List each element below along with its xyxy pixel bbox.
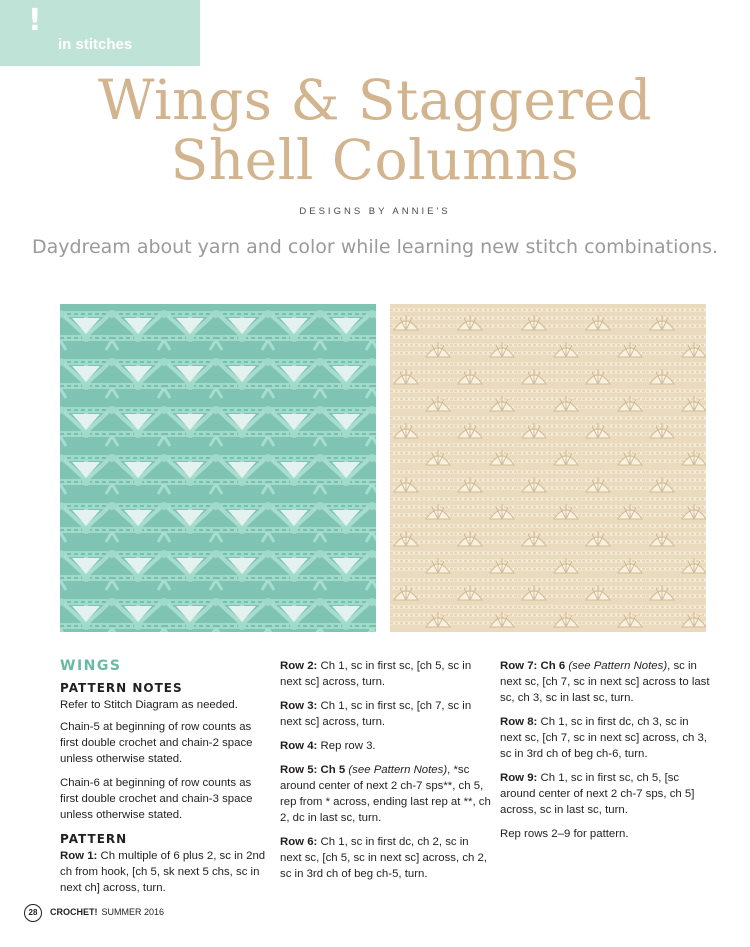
row-label: Row 5:	[280, 764, 318, 776]
shell-swatch-image	[390, 304, 706, 632]
magazine-name: CROCHET!	[50, 907, 98, 917]
row-9-instruction	[500, 770, 712, 818]
text-column-2	[280, 658, 492, 890]
row-text: Ch 1, sc in first sc, [ch 5, sc in next sc] across, turn.	[280, 660, 472, 688]
pattern-notes-heading: PATTERN NOTES	[60, 681, 183, 695]
row-label: Row 4:	[280, 740, 318, 752]
title-line-2: Shell Columns	[170, 128, 580, 192]
pattern-note: Refer to Stitch Diagram as needed.	[60, 699, 238, 711]
row-text: Ch 1, sc in first sc, ch 5, [sc around center of next 2 ch-7 sps, ch 5] across, sc in last sc, turn.	[500, 772, 695, 816]
section-label: in stitches	[58, 36, 133, 53]
row-text: Ch 1, sc in first dc, ch 3, sc in next sc, [ch 7, sc in next sc] across, ch 3, sc in 3rd ch of beg ch-6, turn.	[500, 716, 708, 760]
page-number: 28	[24, 904, 42, 922]
row-label: Row 2:	[280, 660, 318, 672]
row-text: , *sc around center of next 2 ch-7 sps**, ch 5, rep from * across, ending last rep at **, ch 2, dc in last sc, turn.	[280, 764, 491, 824]
row-bold: Ch 5	[317, 764, 346, 776]
row-1-instruction	[60, 848, 272, 896]
byline: DESIGNS BY ANNIE'S	[299, 206, 451, 217]
section-tab	[0, 0, 200, 66]
row-8-instruction	[500, 714, 712, 762]
row-bold: Ch 6	[537, 660, 566, 672]
exclamation-icon: !	[28, 3, 42, 38]
row-6-instruction	[280, 834, 492, 882]
row-label: Row 6:	[280, 836, 318, 848]
row-label: Row 7:	[500, 660, 538, 672]
pattern-note: Chain-5 at beginning of row counts as first double crochet and chain-2 space unless otherwise stated.	[60, 721, 253, 765]
row-2-instruction	[280, 658, 492, 690]
publication-line	[50, 907, 164, 917]
row-note: (see Pattern Notes)	[345, 764, 448, 776]
row-5-instruction	[280, 762, 492, 826]
row-7-instruction	[500, 658, 712, 706]
wings-swatch-photo	[60, 304, 376, 632]
issue-label: SUMMER 2016	[101, 907, 165, 917]
row-label: Row 3:	[280, 700, 318, 712]
row-label: Row 9:	[500, 772, 538, 784]
staggered-shell-swatch-photo	[390, 304, 706, 632]
row-text: Ch multiple of 6 plus 2, sc in 2nd ch from hook, [ch 5, sk next 5 chs, sc in next ch] across, turn.	[60, 850, 266, 894]
row-3-instruction	[280, 698, 492, 730]
row-text: Ch 1, sc in first dc, ch 2, sc in next sc, [ch 5, sc in next sc] across, ch 2, sc in 3rd ch of beg ch-5, turn.	[280, 836, 488, 880]
subtitle: Daydream about yarn and color while learning new stitch combinations.	[31, 236, 719, 258]
row-text: , sc in next sc, [ch 7, sc in next sc] across to last sc, ch 3, sc in last sc, turn.	[500, 660, 710, 704]
row-text: Ch 1, sc in first sc, [ch 7, sc in next sc] across, turn.	[280, 700, 472, 728]
wings-heading: WINGS	[60, 658, 122, 674]
row-note: (see Pattern Notes)	[565, 660, 668, 672]
text-column-3	[500, 658, 712, 850]
title-line-1: Wings & Staggered	[97, 68, 652, 132]
repeat-instruction: Rep rows 2–9 for pattern.	[500, 828, 629, 840]
row-4-instruction	[280, 738, 492, 754]
text-column-1	[60, 658, 272, 904]
row-label: Row 8:	[500, 716, 538, 728]
wings-swatch-image	[60, 304, 376, 632]
row-text: Rep row 3.	[317, 740, 376, 752]
row-label: Row 1:	[60, 850, 98, 862]
page-title	[0, 70, 750, 190]
pattern-heading: PATTERN	[60, 832, 128, 846]
pattern-note: Chain-6 at beginning of row counts as first double crochet and chain-3 space unless otherwise stated.	[60, 777, 253, 821]
